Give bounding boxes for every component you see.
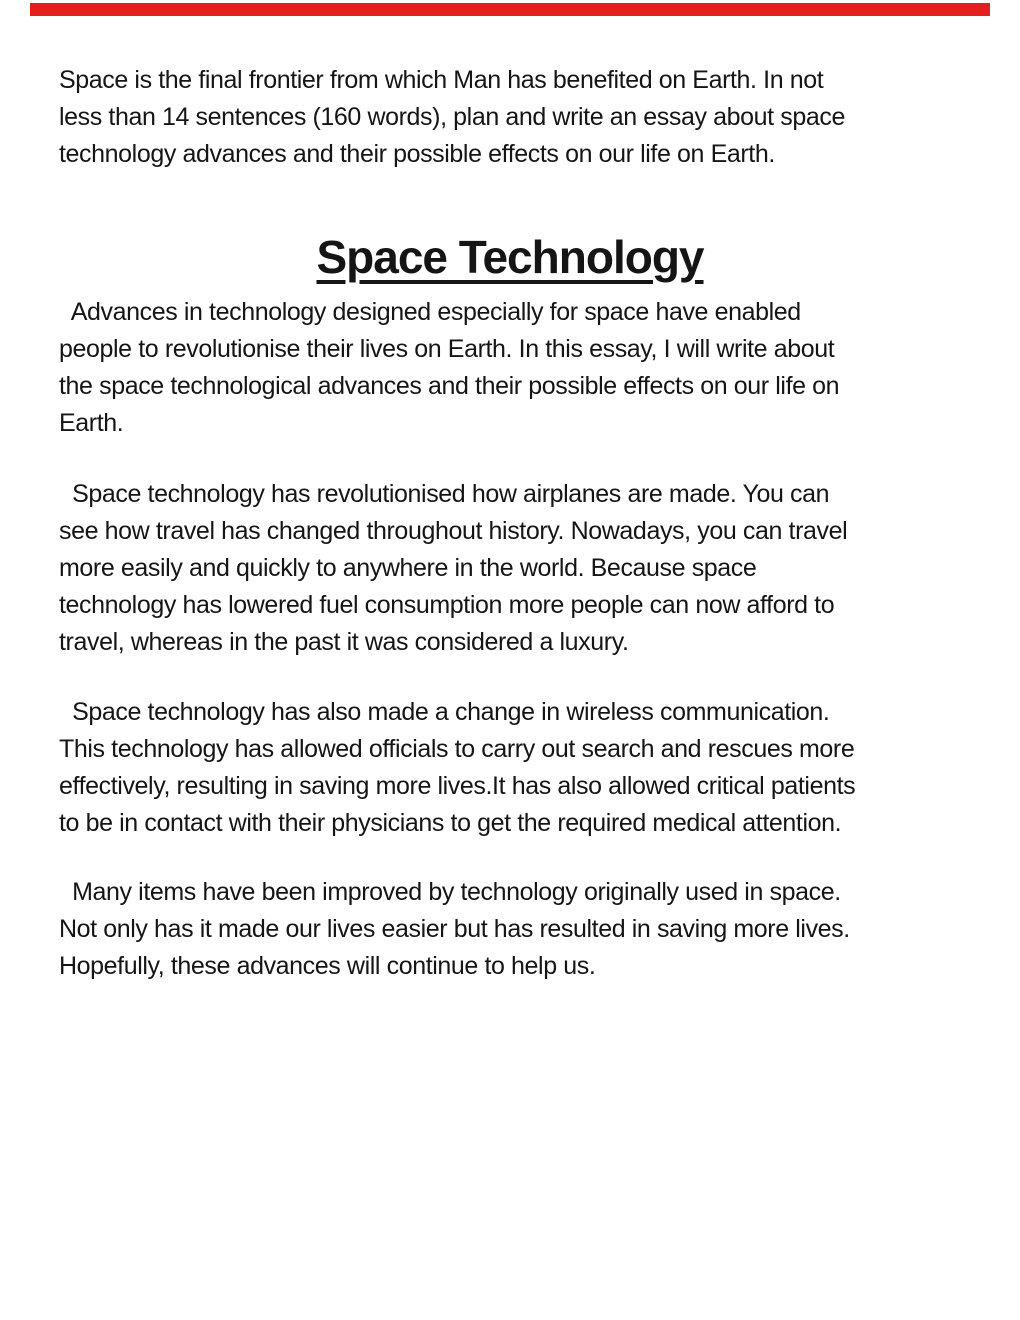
prompt-line: Space is the final frontier from which Man has benefited on Earth. In not: [59, 66, 824, 94]
prompt-line: less than 14 sentences (160 words), plan and write an essay about space: [59, 103, 845, 131]
essay-line: Many items have been improved by technology originally used in space.: [59, 878, 841, 906]
essay-line: effectively, resulting in saving more lives.It has also allowed critical patients: [59, 772, 856, 800]
essay-line: technology has lowered fuel consumption more people can now afford to: [59, 591, 835, 619]
essay-line: Earth.: [59, 409, 124, 437]
essay-title: [0, 229, 1020, 285]
prompt-paragraph: [59, 62, 980, 173]
essay-line: Advances in technology designed especially for space have enabled: [59, 298, 801, 326]
essay-line: travel, whereas in the past it was considered a luxury.: [59, 628, 629, 656]
essay-title-text: Space Technology: [316, 230, 704, 283]
essay-line: Hopefully, these advances will continue to help us.: [59, 952, 596, 980]
essay-paragraph-3: [59, 694, 980, 842]
essay-line: Space technology has also made a change in wireless communication.: [59, 698, 830, 726]
prompt-line: technology advances and their possible effects on our life on Earth.: [59, 140, 775, 168]
essay-paragraph-1: [59, 294, 980, 442]
essay-line: the space technological advances and their possible effects on our life on: [59, 372, 840, 400]
essay-line: see how travel has changed throughout history. Nowadays, you can travel: [59, 517, 848, 545]
essay-line: Not only has it made our lives easier but has resulted in saving more lives.: [59, 915, 850, 943]
essay-paragraph-4: [59, 874, 980, 985]
essay-line: This technology has allowed officials to carry out search and rescues more: [59, 735, 855, 763]
essay-line: people to revolutionise their lives on Earth. In this essay, I will write about: [59, 335, 835, 363]
essay-line: Space technology has revolutionised how airplanes are made. You can: [59, 480, 830, 508]
essay-line: to be in contact with their physicians to get the required medical attention.: [59, 809, 842, 837]
essay-paragraph-2: [59, 476, 980, 661]
essay-line: more easily and quickly to anywhere in the world. Because space: [59, 554, 757, 582]
red-top-bar: [30, 3, 990, 16]
